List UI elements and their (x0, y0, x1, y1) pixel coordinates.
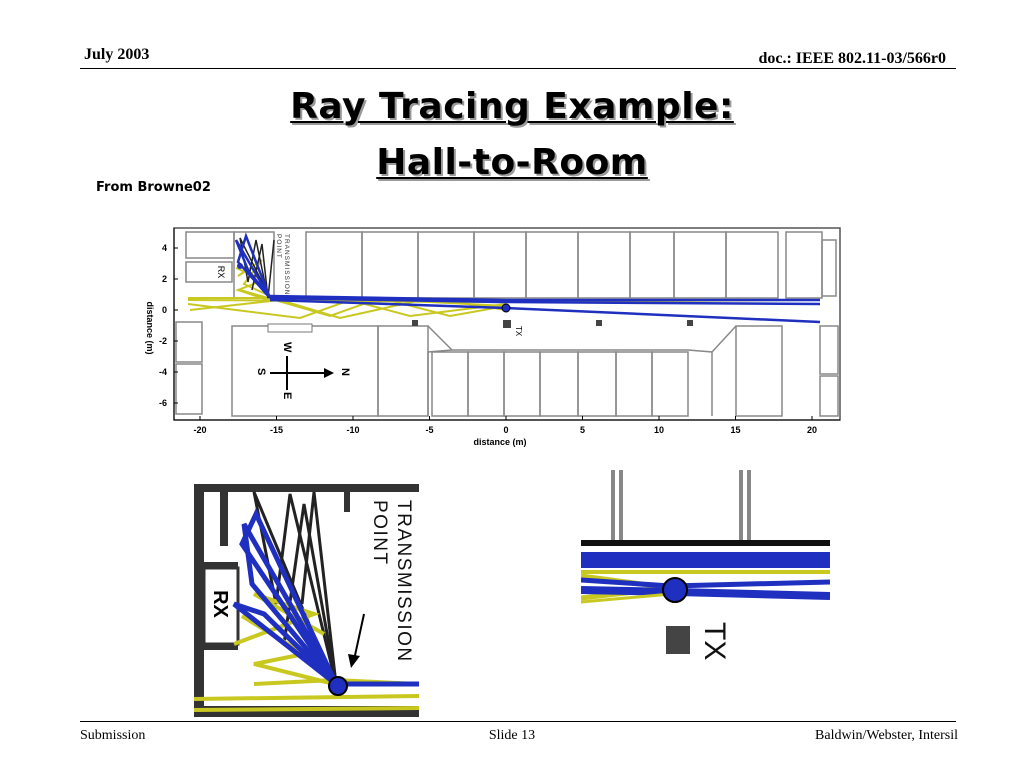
compass-e: E (281, 392, 293, 400)
zoom-transmission-point (194, 484, 419, 717)
header-date: July 2003 (84, 46, 150, 63)
x-tick-label: 5 (579, 425, 586, 435)
door-marker (687, 320, 693, 326)
zoom-tx (581, 470, 830, 670)
x-axis-label: distance (m) (473, 437, 527, 447)
compass-n: N (339, 368, 351, 376)
corridor-wall (581, 540, 830, 546)
source-citation: From Browne02 (96, 180, 211, 195)
ray-tracing-plot (130, 222, 845, 454)
x-tick-label: -5 (425, 425, 434, 435)
x-tick-label: 10 (653, 425, 665, 435)
y-tick-label: 2 (161, 274, 167, 284)
x-tick-label: 15 (730, 425, 741, 435)
x-tick-label: 0 (503, 425, 509, 435)
footer-authors: Baldwin/Webster, Intersil (815, 728, 958, 743)
transmission-label-line-1: TRANSMISSION (283, 234, 290, 296)
rx-label: RX (216, 265, 226, 279)
x-tick-label: -10 (346, 425, 360, 435)
y-tick-label: 4 (161, 243, 167, 253)
zoom-tx-point (329, 677, 347, 695)
tx-point (502, 304, 510, 312)
y-tick-label: -6 (158, 398, 167, 408)
slide-title-line-1: Ray Tracing Example: (290, 86, 734, 127)
slide-title-line-2: Hall-to-Room (376, 142, 648, 183)
tx-label: TX (514, 326, 523, 337)
x-tick-label: -20 (193, 425, 207, 435)
zoom-rx-label: RX (209, 590, 231, 618)
zoom-transmission-label-1: TRANSMISSION (393, 500, 414, 663)
footer-submission: Submission (80, 728, 146, 743)
rx-point (237, 263, 243, 269)
y-axis-label: distance (m) (145, 301, 155, 355)
zoom-tx-marker (666, 626, 690, 654)
door-marker (268, 324, 312, 332)
compass-w: W (281, 342, 293, 353)
y-tick-label: -4 (158, 367, 167, 377)
tx-marker (503, 320, 511, 328)
x-tick-label: 20 (806, 425, 818, 435)
header-doc-id: doc.: IEEE 802.11-03/566r0 (758, 50, 946, 67)
zoom-tx-label: TX (698, 622, 731, 661)
y-tick-label: -2 (158, 336, 167, 346)
x-tick-label: -15 (269, 425, 284, 435)
transmission-label-line-2: POINT (275, 234, 282, 259)
header-rule (80, 68, 956, 69)
footer-rule (80, 721, 956, 722)
door-marker (596, 320, 602, 326)
footer-slide-number: Slide 13 (488, 728, 536, 743)
compass-s: S (255, 368, 267, 376)
zoom-tx-point (663, 578, 687, 602)
zoom-transmission-label-2: POINT (369, 500, 390, 566)
door-marker (412, 320, 418, 326)
y-tick-label: 0 (161, 305, 167, 315)
